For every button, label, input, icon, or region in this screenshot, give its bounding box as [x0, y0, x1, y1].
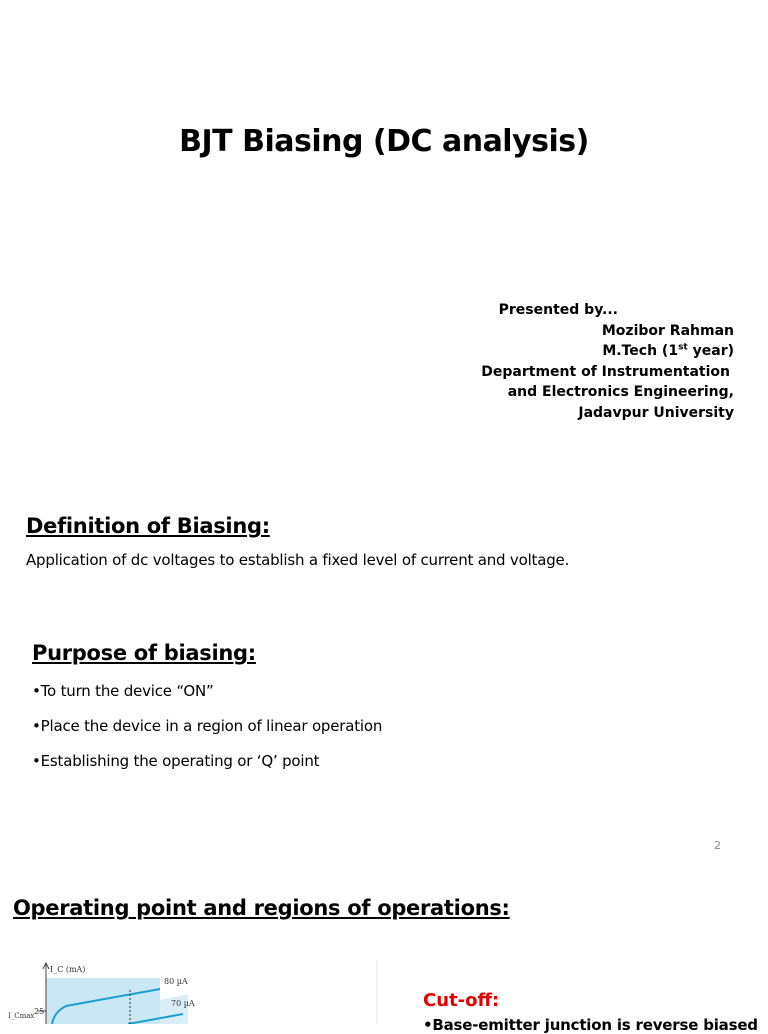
- curve-label-80ua: 80 µA: [164, 977, 188, 986]
- presented-by-label: Presented by...: [498, 302, 618, 318]
- presenter-degree: M.Tech (1st year): [602, 342, 734, 360]
- curve-label-70ua: 70 µA: [171, 999, 195, 1008]
- definition-text: Application of dc voltages to establish a fixed level of current and voltage.: [26, 551, 570, 569]
- characteristics-graph: [8, 960, 378, 1024]
- definition-heading: Definition of Biasing:: [26, 514, 270, 538]
- university-name: Jadavpur University: [578, 404, 734, 421]
- purpose-heading: Purpose of biasing:: [32, 641, 256, 665]
- graph-y-axis-label: I_C (mA): [50, 965, 86, 974]
- page-number: 2: [714, 839, 721, 852]
- graph-y-tick-prefix: I_Cmax: [8, 1012, 35, 1020]
- slide-title: BJT Biasing (DC analysis): [179, 124, 589, 159]
- purpose-bullet-1: •To turn the device “ON”: [32, 682, 214, 700]
- purpose-bullet-3: •Establishing the operating or ‘Q’ point: [32, 752, 320, 770]
- graph-shaded-region: [46, 978, 160, 1024]
- regions-heading: Operating point and regions of operations:: [13, 896, 510, 920]
- department-line-2: and Electronics Engineering,: [507, 384, 734, 401]
- presenter-block: [481, 300, 734, 424]
- purpose-bullet-2: •Place the device in a region of linear operation: [32, 717, 383, 735]
- graph-y-tick-label: 25: [34, 1007, 45, 1016]
- presenter-name: Mozibor Rahman: [601, 322, 734, 339]
- cutoff-bullet-partial: •Base-emitter junction is reverse biased: [423, 1016, 758, 1034]
- cutoff-heading: Cut-off:: [423, 990, 500, 1011]
- department-line-1: Department of Instrumentation: [481, 363, 730, 380]
